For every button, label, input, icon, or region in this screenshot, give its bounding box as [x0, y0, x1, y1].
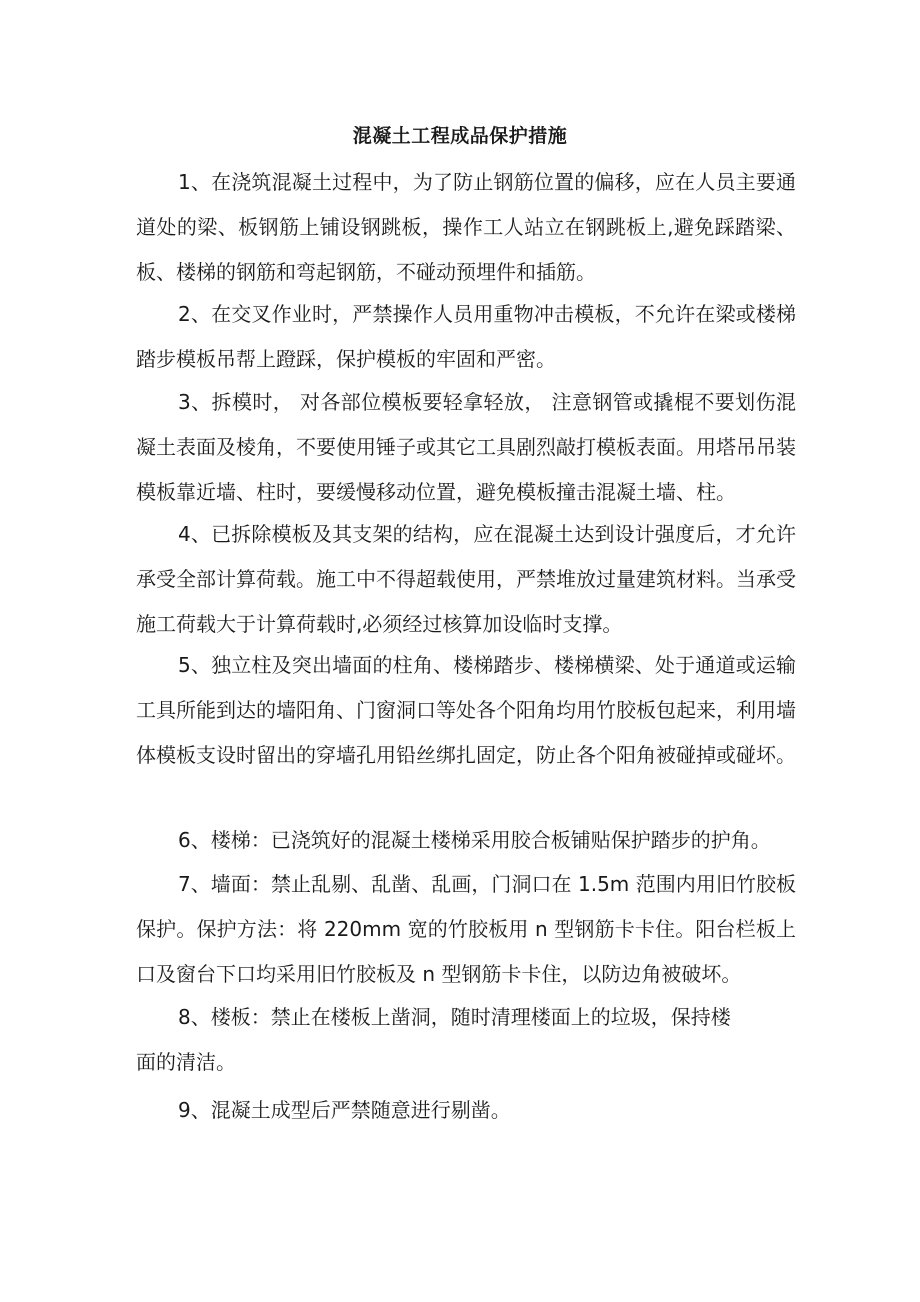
paragraph-2: 2、在交叉作业时，严禁操作人员用重物冲击模板，不允许在梁或楼梯踏步模板吊帮上蹬踩，保护模板的牢固和严密。	[136, 302, 796, 371]
document-title: 混凝土工程成品保护措施	[352, 125, 568, 147]
paragraph-6: 6、楼梯：已浇筑好的混凝土楼梯采用胶合板铺贴保护踏步的护角。	[178, 828, 771, 852]
paragraph-3: 3、拆模时， 对各部位模板要轻拿轻放， 注意钢管或撬棍不要划伤混凝土表面及棱角，不要使用锤子或其它工具剧烈敲打模板表面。用塔吊吊装模板靠近墙、柱时，要缓慢移动位置，避免模板撞击混凝土墙、柱。	[136, 390, 796, 504]
paragraph-7: 7、墙面：禁止乱剔、乱凿、乱画，门洞口在 1.5m 范围内用旧竹胶板保护。保护方法：将 220mm 宽的竹胶板用 n 型钢筋卡卡住。阳台栏板上口及窗台下口均采用旧竹胶板及 n 型钢筋卡卡住，以防边角被破坏。	[136, 872, 796, 986]
paragraph-8-continuation: 面的清洁。	[136, 1050, 236, 1074]
paragraph-1: 1、在浇筑混凝土过程中，为了防止钢筋位置的偏移，应在人员主要通道处的梁、板钢筋上铺设钢跳板，操作工人站立在钢跳板上,避免踩踏梁、板、楼梯的钢筋和弯起钢筋，不碰动预埋件和插筋。	[136, 170, 796, 284]
paragraph-4: 4、已拆除模板及其支架的结构，应在混凝土达到设计强度后，才允许承受全部计算荷载。施工中不得超载使用，严禁堆放过量建筑材料。当承受施工荷载大于计算荷载时,必须经过核算加设临时支撑。	[136, 522, 796, 636]
paragraph-5: 5、独立柱及突出墙面的柱角、楼梯踏步、楼梯横梁、处于通道或运输工具所能到达的墙阳角、门窗洞口等处各个阳角均用竹胶板包起来，利用墙体模板支设时留出的穿墙孔用铅丝绑扎固定，防止各个阳角被碰掉或碰坏。	[136, 653, 796, 767]
paragraph-9: 9、混凝土成型后严禁随意进行剔凿。	[178, 1098, 511, 1122]
paragraph-8: 8、楼板：禁止在楼板上凿洞，随时清理楼面上的垃圾，保持楼	[178, 1005, 731, 1029]
